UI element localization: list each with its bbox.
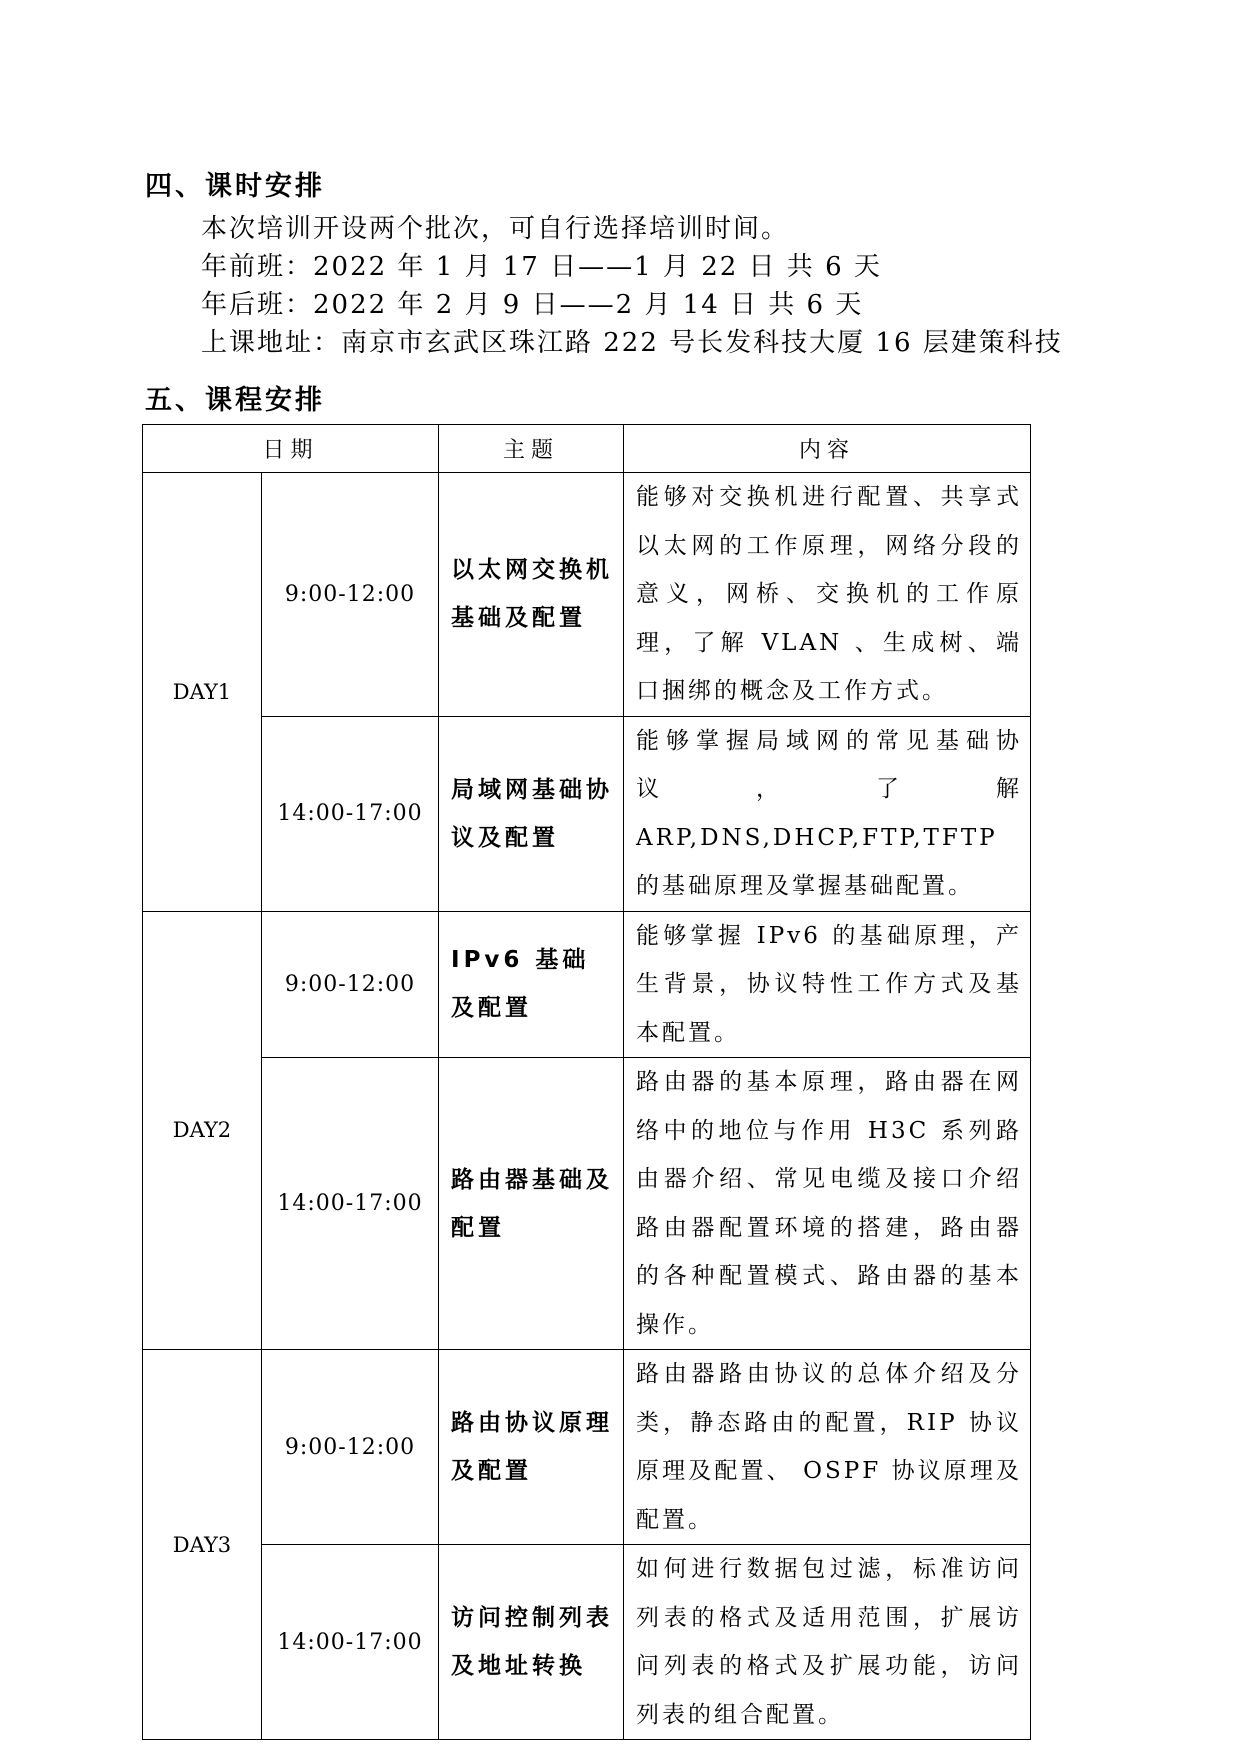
session-topic: 路由器基础及配置 [439,1058,624,1350]
session-time: 9:00-12:00 [262,911,439,1058]
session-topic: 访问控制列表及地址转换 [439,1545,624,1740]
table-row [143,1545,1031,1740]
table-row [143,911,1031,1058]
session-content: 路由器的基本原理，路由器在网络中的地位与作用 H3C 系列路由器介绍、常见电缆及接口介绍路由器配置环境的搭建，路由器的各种配置模式、路由器的基本操作。 [624,1058,1031,1350]
day-label: DAY2 [143,911,262,1350]
session-content: 路由器路由协议的总体介绍及分类，静态路由的配置，RIP 协议原理及配置、 OSPF 协议原理及配置。 [624,1350,1031,1545]
session-content: 如何进行数据包过滤，标准访问列表的格式及适用范围，扩展访问列表的格式及扩展功能，访问列表的组合配置。 [624,1545,1031,1740]
table-row [143,1058,1031,1350]
session-topic: 以太网交换机基础及配置 [439,473,624,717]
day-label: DAY3 [143,1350,262,1740]
session-time: 14:00-17:00 [262,1545,439,1740]
session-time: 14:00-17:00 [262,1058,439,1350]
day-label: DAY1 [143,473,262,912]
session-content: 能够掌握局域网的常见基础协议，了解 ARP,DNS,DHCP,FTP,TFTP 的基础原理及掌握基础配置。 [624,716,1031,911]
section-heading-course: 五、课程安排 [145,385,325,416]
session-topic: IPv6 基础及配置 [439,911,624,1058]
table-row [143,1350,1031,1545]
session-topic: 局域网基础协议及配置 [439,716,624,911]
header-date: 日期 [143,425,439,473]
training-intro: 本次培训开设两个批次，可自行选择培训时间。 [201,214,790,244]
table-row [143,473,1031,717]
header-topic: 主题 [439,425,624,473]
header-content: 内容 [624,425,1031,473]
session-time: 9:00-12:00 [262,473,439,717]
session-content: 能够掌握 IPv6 的基础原理，产生背景，协议特性工作方式及基本配置。 [624,911,1031,1058]
session-topic: 路由协议原理及配置 [439,1350,624,1545]
session-time: 14:00-17:00 [262,716,439,911]
batch-after-new-year: 年后班：2022 年 2 月 9 日——2 月 14 日 共 6 天 [201,290,864,320]
batch-before-new-year: 年前班：2022 年 1 月 17 日——1 月 22 日 共 6 天 [201,252,882,282]
session-content: 能够对交换机进行配置、共享式以太网的工作原理，网络分段的意义，网桥、交换机的工作原理，了解 VLAN 、生成树、端口捆绑的概念及工作方式。 [624,473,1031,717]
table-row [143,716,1031,911]
class-address: 上课地址：南京市玄武区珠江路 222 号长发科技大厦 16 层建策科技 [201,328,1063,358]
table-header-row [143,425,1031,473]
session-time: 9:00-12:00 [262,1350,439,1545]
course-schedule-table [142,424,1031,1740]
section-heading-schedule: 四、课时安排 [145,171,325,202]
